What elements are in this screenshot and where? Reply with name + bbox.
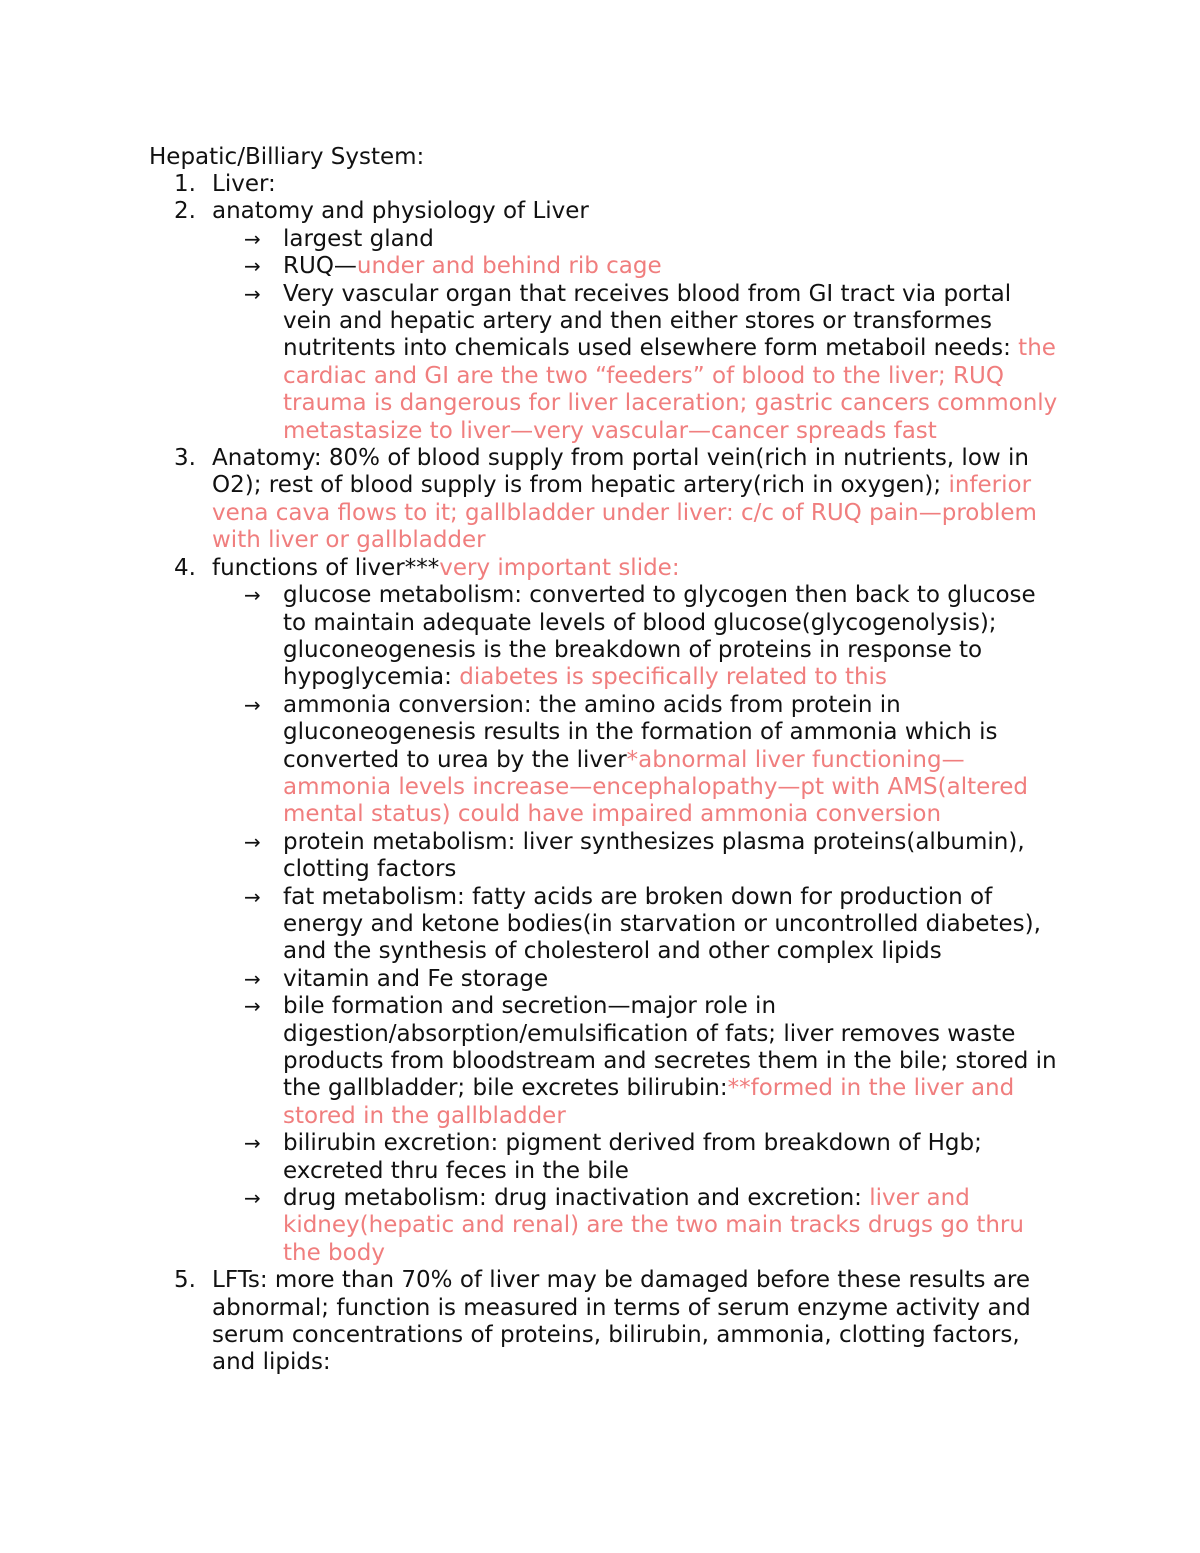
bullet-item (244, 828, 1062, 884)
item-text: functions of liver*** (212, 554, 440, 581)
bullet-item (244, 1185, 1062, 1267)
bullet-list (212, 582, 1062, 1267)
bullet-text: bilirubin excretion: pigment derived from breakdown of Hgb; excreted thru feces in the bile (283, 1130, 982, 1184)
arrow-bullet-icon: → (244, 966, 261, 991)
item-text: anatomy and physiology of Liver (212, 198, 589, 225)
bullet-item (244, 965, 1062, 993)
bullet-annotation: under and behind rib cage (356, 253, 662, 280)
document-heading: Hepatic/Billiary System: (149, 144, 425, 170)
arrow-bullet-icon: → (244, 829, 261, 854)
item-number: 1. (174, 171, 196, 197)
item-annotation: inferior vena cava flows to it; gallbladder under liver: c/c of RUQ pain—problem with liver or gallbladder (212, 472, 1037, 554)
item-annotation: very important slide: (439, 554, 680, 581)
bullet-item (244, 225, 1062, 253)
arrow-bullet-icon: → (244, 692, 261, 717)
item-number: 4. (174, 554, 196, 581)
item-number: 5. (174, 1267, 196, 1294)
bullet-text: fat metabolism: fatty acids are broken down for production of energy and ketone bodies(in starvation or uncontrolled diabetes), and the synthesis of cholesterol and other complex lipids (283, 883, 1041, 965)
bullet-text: glucose metabolism: converted to glycogen then back to glucose to maintain adequate levels of blood glucose(glycogenolysis); gluconeogenesis is the breakdown of proteins in response to hypoglycemia: (283, 582, 1036, 691)
bullet-text: bile formation and secretion—major role in digestion/absorption/emulsification of fats; liver removes waste products from bloodstream and secretes them in the bile; stored in the gallbladder; bile excretes bilirubin: (283, 993, 1057, 1102)
bullet-annotation: *abnormal liver functioning—ammonia levels increase—encephalopathy—pt with AMS(altered mental status) could have impaired ammonia conversion (283, 746, 1028, 828)
arrow-bullet-icon: → (244, 281, 261, 306)
bullet-text: drug metabolism: drug inactivation and excretion: (283, 1185, 870, 1212)
item-number: 3. (174, 445, 196, 472)
item-number: 2. (174, 198, 196, 225)
bullet-text: ammonia conversion: the amino acids from protein in gluconeogenesis results in the formation of ammonia which is converted to urea by the liver (283, 691, 998, 773)
arrow-bullet-icon: → (244, 994, 261, 1019)
bullet-annotation: **formed in the liver and stored in the gallbladder (283, 1075, 1015, 1129)
bullet-annotation: liver and kidney(hepatic and renal) are the two main tracks drugs go thru the body (283, 1185, 1024, 1266)
bullet-item (244, 691, 1062, 829)
bullet-annotation: the cardiac and GI are the two “feeders” of blood to the liver; RUQ trauma is dangerous for liver laceration; gastric cancers commonly metastasize to liver—very vascular—cancer spreads fast (283, 335, 1058, 444)
item-text: Anatomy: 80% of blood supply from portal vein(rich in nutrients, low in O2); rest of blood supply is from hepatic artery(rich in oxygen); (212, 445, 1029, 499)
bullet-item (244, 993, 1062, 1130)
bullet-item (244, 253, 1062, 280)
bullet-item (244, 582, 1062, 692)
item-text: LFTs: more than 70% of liver may be damaged before these results are abnormal; function is measured in terms of serum enzyme activity and serum concentrations of proteins, bilirubin, ammonia, clotting factors, and lipids: (212, 1267, 1031, 1376)
bullet-item (244, 1130, 1062, 1185)
arrow-bullet-icon: → (244, 583, 261, 608)
item-text: Liver: (212, 171, 276, 197)
bullet-item (244, 883, 1062, 966)
bullet-text: largest gland (283, 225, 434, 252)
arrow-bullet-icon: → (244, 254, 261, 279)
list-item (0, 555, 1062, 1268)
list-item (0, 445, 1062, 555)
outline-list (0, 171, 1200, 1377)
bullet-text: Very vascular organ that receives blood from GI tract via portal vein and hepatic artery and then either stores or transformes nutritents into chemicals used elsewhere form metaboil needs: (283, 280, 1012, 362)
list-item (0, 198, 1062, 445)
bullet-annotation: diabetes is specifically related to this (459, 664, 887, 691)
bullet-text: RUQ— (283, 253, 357, 280)
bullet-list (212, 226, 1062, 445)
bullet-item (244, 280, 1062, 445)
arrow-bullet-icon: → (244, 1131, 261, 1156)
arrow-bullet-icon: → (244, 1186, 261, 1211)
arrow-bullet-icon: → (244, 884, 261, 909)
list-item (0, 1267, 1062, 1377)
arrow-bullet-icon: → (244, 226, 261, 251)
list-item (0, 171, 1062, 198)
bullet-text: protein metabolism: liver synthesizes plasma proteins(albumin), clotting factors (283, 828, 1025, 883)
bullet-text: vitamin and Fe storage (283, 965, 549, 992)
